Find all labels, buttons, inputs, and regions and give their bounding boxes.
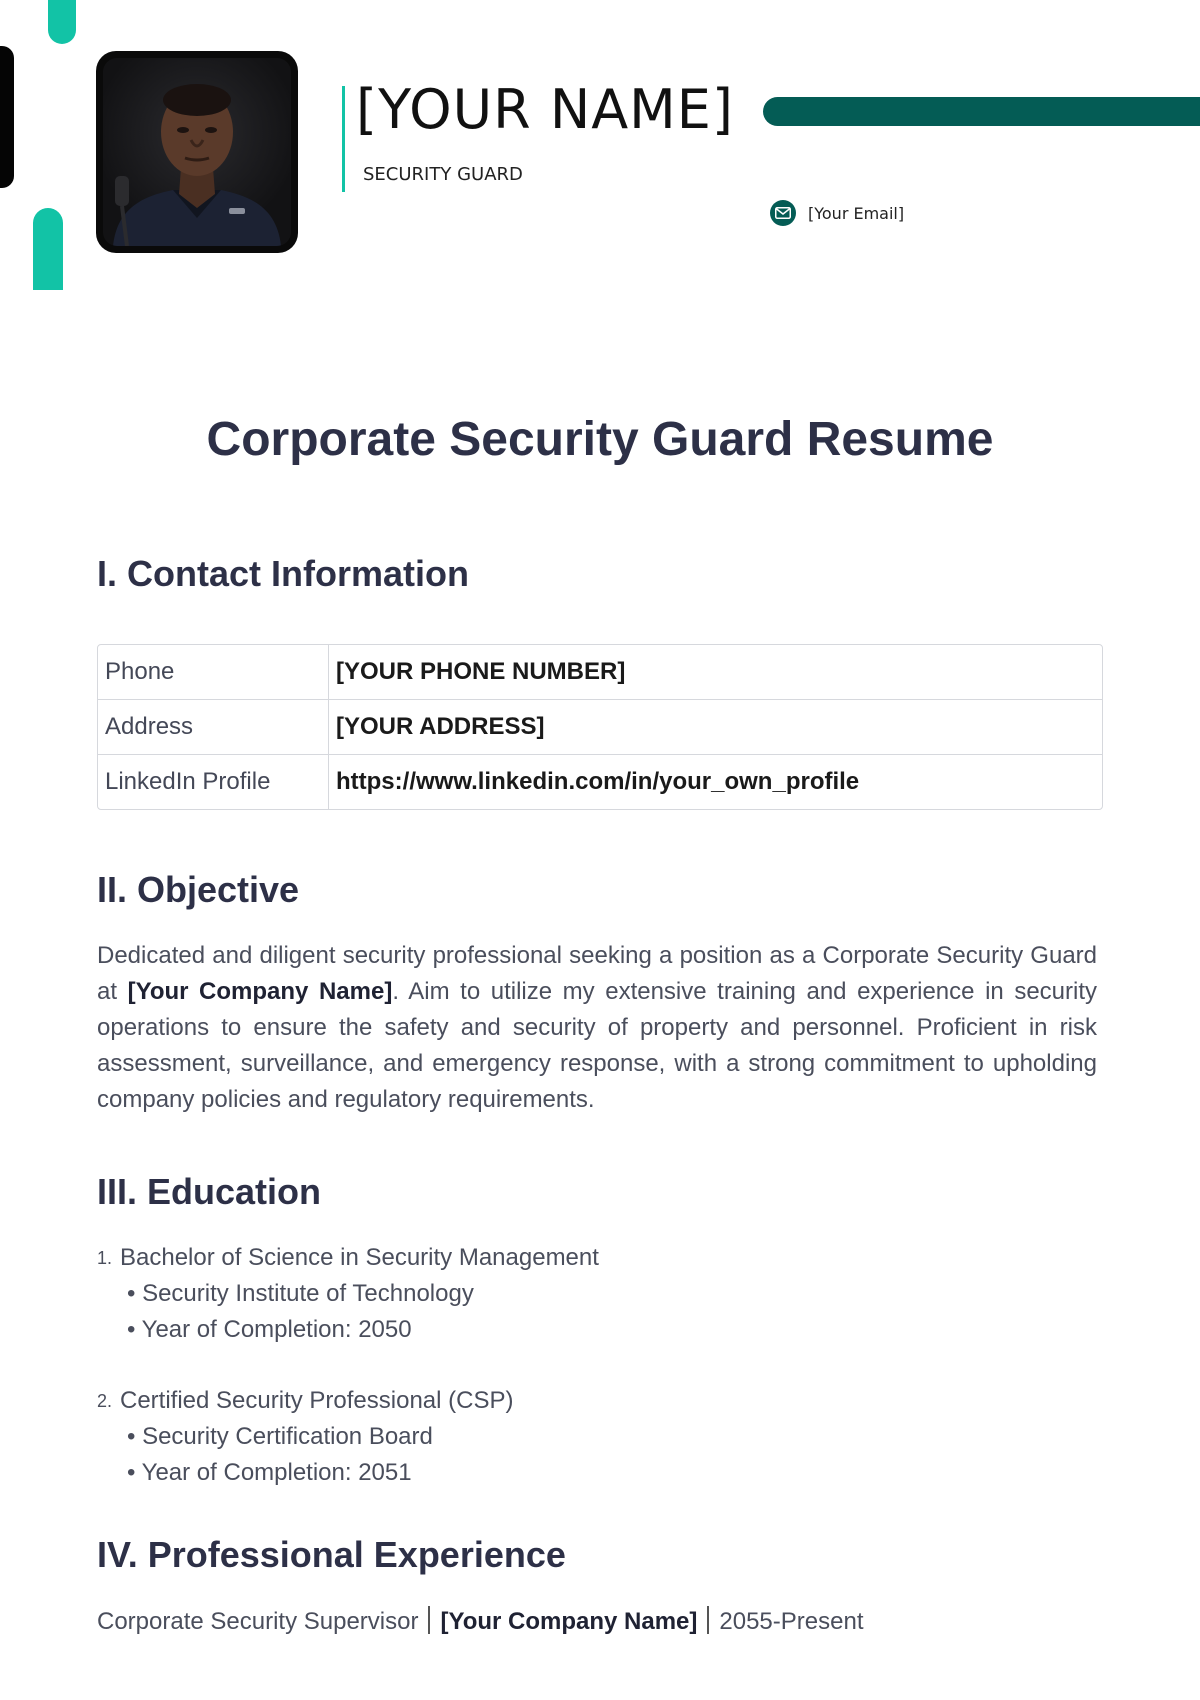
table-row [98, 700, 1102, 755]
education-number: 2. [97, 1391, 113, 1411]
education-title: Bachelor of Science in Security Management [120, 1244, 599, 1271]
experience-role: Corporate Security Supervisor [97, 1608, 419, 1635]
candidate-name: [YOUR NAME] [356, 78, 734, 141]
education-year: • Year of Completion: 2051 [127, 1459, 412, 1486]
contact-value-address: [YOUR ADDRESS] [329, 700, 1102, 755]
portrait-illustration [103, 58, 291, 246]
profile-photo-image [103, 58, 291, 246]
education-institution: • Security Institute of Technology [127, 1280, 474, 1307]
separator-rule [707, 1606, 709, 1634]
decorative-teal-bar-top [48, 0, 76, 44]
contact-label-phone: Phone [98, 645, 329, 700]
profile-photo [96, 51, 298, 253]
objective-company-name: [Your Company Name] [127, 978, 393, 1005]
section-heading-experience: IV. Professional Experience [97, 1534, 566, 1575]
objective-text-start: Dedicated and diligent security professional seeking a position as a Corporate Security Guard at [97, 942, 1097, 1005]
contact-value-phone: [YOUR PHONE NUMBER] [329, 645, 1102, 700]
contact-table [97, 644, 1103, 810]
envelope-icon [770, 200, 796, 226]
education-title: Certified Security Professional (CSP) [120, 1387, 514, 1414]
table-row [98, 645, 1102, 700]
table-row [98, 755, 1102, 809]
education-number: 1. [97, 1248, 113, 1268]
name-accent-rule [342, 86, 345, 192]
candidate-job-title: SECURITY GUARD [363, 164, 523, 185]
decorative-black-bar [0, 46, 14, 188]
separator-rule [428, 1606, 430, 1634]
section-heading-contact: I. Contact Information [97, 553, 469, 594]
section-heading-education: III. Education [97, 1171, 322, 1212]
objective-paragraph [97, 938, 1097, 1118]
education-institution: • Security Certification Board [127, 1423, 433, 1450]
contact-value-linkedin: https://www.linkedin.com/in/your_own_profile [336, 768, 860, 795]
contact-label-linkedin: LinkedIn Profile [98, 755, 329, 809]
decorative-header-bar [763, 97, 1200, 126]
education-year: • Year of Completion: 2050 [127, 1316, 412, 1343]
email-contact [770, 200, 904, 226]
email-text: [Your Email] [808, 203, 905, 223]
experience-period: 2055-Present [719, 1608, 864, 1635]
contact-label-address: Address [98, 700, 329, 755]
objective-text-end: . Aim to utilize my extensive training and experience in security operations to ensure the safety and security of property and personnel. Proficient in risk assessment, surveillance, and emergency response, with a strong commitment to upholding company policies and regulatory requirements. [97, 978, 1098, 1113]
section-heading-objective: II. Objective [97, 869, 300, 910]
experience-entry [97, 1606, 863, 1636]
document-title: Corporate Security Guard Resume [206, 413, 994, 466]
experience-company: [Your Company Name] [440, 1608, 698, 1635]
decorative-teal-bar-bottom [33, 208, 63, 290]
